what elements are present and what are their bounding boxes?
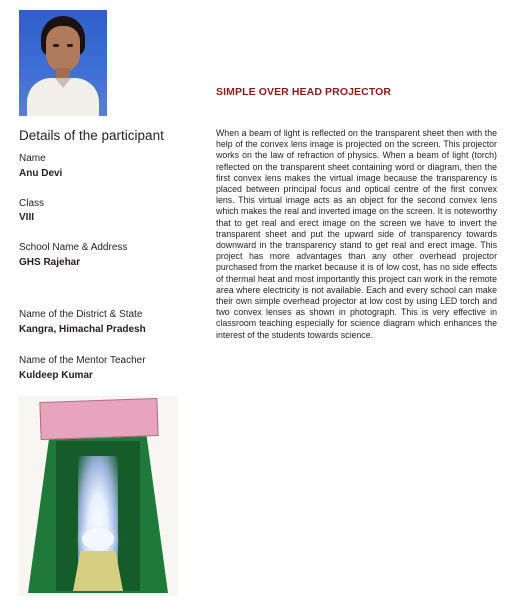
participant-photo — [19, 10, 107, 116]
details-heading: Details of the participant — [19, 128, 164, 143]
school-label: School Name & Address — [19, 242, 128, 253]
mentor-value: Kuldeep Kumar — [19, 370, 93, 381]
class-label: Class — [19, 198, 45, 209]
school-value: GHS Rajehar — [19, 257, 81, 268]
project-title: SIMPLE OVER HEAD PROJECTOR — [216, 86, 392, 98]
name-label: Name — [19, 153, 46, 164]
district-value: Kangra, Himachal Pradesh — [19, 324, 146, 335]
name-value: Anu Devi — [19, 168, 63, 179]
project-photo — [18, 396, 178, 596]
mentor-label: Name of the Mentor Teacher — [19, 355, 146, 366]
class-value: VIII — [19, 212, 35, 223]
district-label: Name of the District & State — [19, 309, 143, 320]
project-description: When a beam of light is reflected on the transparent sheet then with the help of the convex lens image is projected on the screen. This projector works on the law of refraction of physics. When a beam of light (torch) reflected on the transparent sheet containing word or diagram, then the first convex lens makes the virtual image because the transparency is placed between principal focus and optical centre of the first convex lens. This virtual image acts as an object for the second convex lens which makes the real and inverted image on the screen. It is noteworthy that to get real and erect image on the screen we have to invert the transparent sheet and put the upward side of transparency towards downward in the transparency stand to get real and erect image. This project has more advantages than any other overhead projector purchased from the market because it is of low cost, has no side effects of thermal heat and most importantly this project can work in the remote area where electricity is not available. Each and every school can make their own simple overhead projector at low cost by using LED torch and two convex lenses as shown in photograph. This is very effective in classroom teaching especially for science diagram which enhances the interest of the students towards science. — [216, 128, 497, 340]
